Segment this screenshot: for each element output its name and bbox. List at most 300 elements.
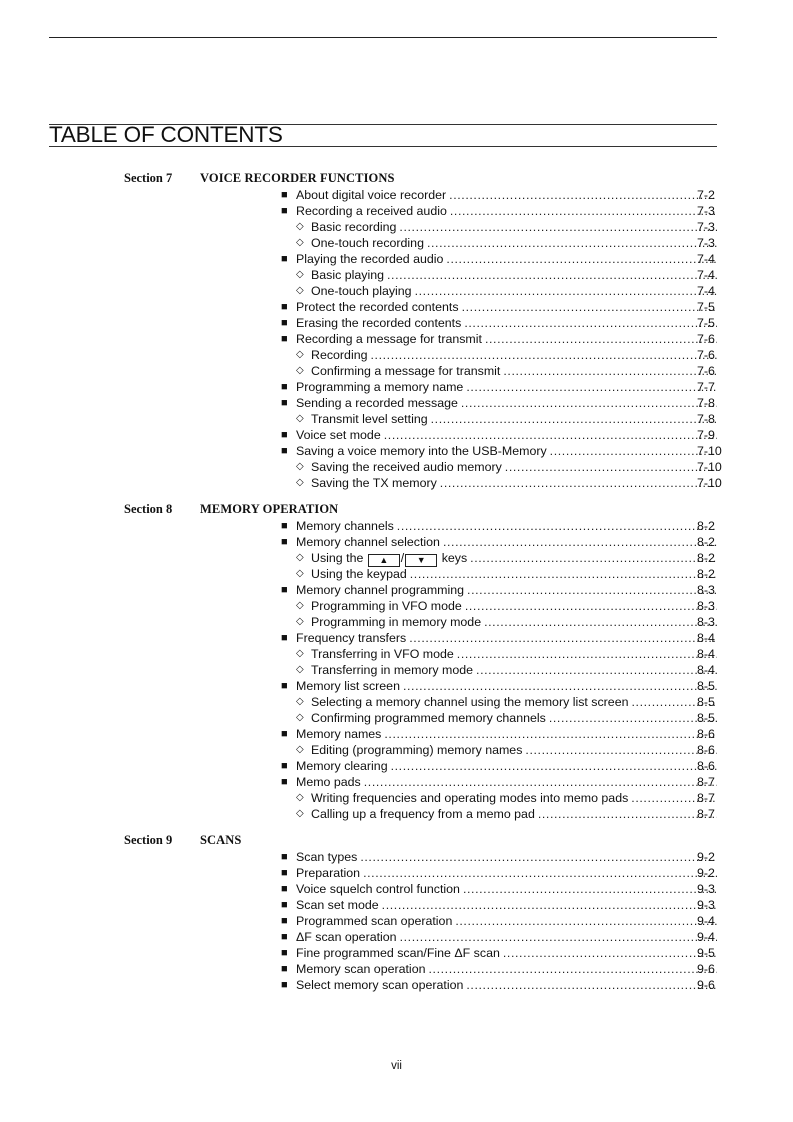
- toc-entry-page: 7-8: [697, 412, 715, 426]
- toc-entry-line: [296, 582, 717, 598]
- dot-leader: [484, 614, 717, 630]
- toc-entry-label: Programming a memory name: [296, 380, 464, 394]
- toc-entry-list: [0, 518, 793, 822]
- square-bullet-icon: ■: [281, 536, 288, 548]
- toc-entry-label: Protect the recorded contents: [296, 300, 459, 314]
- toc-entry-label: Confirming a message for transmit: [311, 364, 501, 378]
- toc-entry-page: 7-4: [697, 284, 715, 298]
- toc-entry[interactable]: [0, 267, 793, 283]
- toc-entry-label: Playing the recorded audio: [296, 252, 444, 266]
- dot-leader: [410, 566, 717, 582]
- toc-entry-line: [296, 961, 717, 977]
- diamond-bullet-icon: ◇: [296, 461, 304, 472]
- toc-entry[interactable]: [0, 865, 793, 881]
- dot-leader: [550, 443, 722, 459]
- toc-entry-line: [311, 790, 717, 806]
- toc-entry[interactable]: [0, 283, 793, 299]
- toc-entry[interactable]: [0, 235, 793, 251]
- toc-entry-label: Calling up a frequency from a memo pad: [311, 807, 535, 821]
- toc-entry[interactable]: [0, 646, 793, 662]
- toc-entry-line: [296, 630, 717, 646]
- square-bullet-icon: ■: [281, 776, 288, 788]
- toc-entry-line: [296, 534, 717, 550]
- toc-entry[interactable]: [0, 251, 793, 267]
- toc-entry-label: Programmed scan operation: [296, 914, 453, 928]
- dot-leader: [466, 977, 717, 993]
- toc-entry[interactable]: [0, 203, 793, 219]
- square-bullet-icon: ■: [281, 632, 288, 644]
- toc-entry-label: Transmit level setting: [311, 412, 428, 426]
- dot-leader: [461, 395, 717, 411]
- toc-entry-page: 9-2: [697, 850, 715, 864]
- toc-entry-label: Recording: [311, 348, 368, 362]
- toc-entry-page: 8-5: [697, 695, 715, 709]
- key-separator: /: [400, 551, 405, 565]
- toc-entry[interactable]: [0, 534, 793, 550]
- toc-entry[interactable]: [0, 929, 793, 945]
- toc-entry-line: [296, 299, 717, 315]
- toc-entry[interactable]: [0, 550, 793, 566]
- toc-entry-page: 7-4: [697, 252, 715, 266]
- header-rule: [49, 37, 717, 38]
- section-title: VOICE RECORDER FUNCTIONS: [200, 171, 395, 185]
- toc-entry-page: 8-7: [697, 775, 715, 789]
- toc-entry-page: 7-8: [697, 396, 715, 410]
- toc-entry[interactable]: [0, 459, 793, 475]
- dot-leader: [399, 219, 717, 235]
- square-bullet-icon: ■: [281, 429, 288, 441]
- toc-entry-page: 7-5: [697, 300, 715, 314]
- dot-leader: [467, 582, 717, 598]
- toc-entry-line: [296, 977, 717, 993]
- dot-leader: [382, 897, 717, 913]
- diamond-bullet-icon: ◇: [296, 221, 304, 232]
- toc-entry-line: [311, 475, 722, 491]
- diamond-bullet-icon: ◇: [296, 477, 304, 488]
- toc-entry-line: [311, 598, 717, 614]
- toc-entry-list: [0, 187, 793, 491]
- toc-entry-line: [311, 347, 717, 363]
- toc-entry-line: [296, 758, 717, 774]
- toc-entry-page: 7-6: [697, 332, 715, 346]
- toc-entry-line: [296, 395, 717, 411]
- toc-entry-line: [311, 267, 717, 283]
- diamond-bullet-icon: ◇: [296, 552, 304, 563]
- toc-entry-line: [296, 331, 717, 347]
- toc-entry[interactable]: [0, 758, 793, 774]
- toc-entry[interactable]: [0, 742, 793, 758]
- diamond-bullet-icon: ◇: [296, 712, 304, 723]
- toc-entry-label: Memory scan operation: [296, 962, 426, 976]
- dot-leader: [431, 411, 717, 427]
- toc-entry-label: Basic recording: [311, 220, 397, 234]
- toc-entry[interactable]: [0, 363, 793, 379]
- toc-entry-label: Transferring in VFO mode: [311, 647, 454, 661]
- dot-leader: [525, 742, 717, 758]
- toc-entry[interactable]: [0, 315, 793, 331]
- toc-entry-page: 9-4: [697, 930, 715, 944]
- dot-leader: [464, 315, 717, 331]
- diamond-bullet-icon: ◇: [296, 744, 304, 755]
- dot-leader: [449, 187, 717, 203]
- toc-entry-line: [296, 929, 717, 945]
- toc-entry[interactable]: [0, 187, 793, 203]
- toc-entry-page: 8-3: [697, 583, 715, 597]
- toc-entry-page: 8-5: [697, 711, 715, 725]
- toc-entry-label: Scan types: [296, 850, 358, 864]
- toc-entry-line: [296, 443, 722, 459]
- square-bullet-icon: ■: [281, 205, 288, 217]
- toc-entry-page: 8-6: [697, 727, 715, 741]
- title-rule-bottom: [49, 146, 717, 147]
- section-title: SCANS: [200, 833, 242, 847]
- toc-entry-label: Select memory scan operation: [296, 978, 464, 992]
- square-bullet-icon: ■: [281, 899, 288, 911]
- toc-entry[interactable]: [0, 913, 793, 929]
- toc-entry-line: [296, 945, 717, 961]
- toc-entry-page: 8-6: [697, 743, 715, 757]
- toc-entry-page: 7-2: [697, 188, 715, 202]
- toc-entry-page: 8-4: [697, 647, 715, 661]
- toc-entry-line: [311, 283, 717, 299]
- toc-entry-page: 8-4: [697, 663, 715, 677]
- toc-entry[interactable]: [0, 961, 793, 977]
- diamond-bullet-icon: ◇: [296, 808, 304, 819]
- toc-entry-page: 8-5: [697, 679, 715, 693]
- toc-entry-page: 7-10: [697, 476, 722, 490]
- toc-entry-page: 9-6: [697, 962, 715, 976]
- section-title: MEMORY OPERATION: [200, 502, 339, 516]
- toc-entry-page: 9-3: [697, 898, 715, 912]
- square-bullet-icon: ■: [281, 851, 288, 863]
- dot-leader: [455, 913, 717, 929]
- toc-entry-line: [296, 865, 717, 881]
- toc-entry-label: Using the ▲ / ▼ keys: [311, 551, 468, 565]
- toc-entry-label: Recording a message for transmit: [296, 332, 482, 346]
- dot-leader: [409, 630, 717, 646]
- dot-leader: [415, 283, 717, 299]
- toc-entry-label: Erasing the recorded contents: [296, 316, 462, 330]
- toc-entry[interactable]: [0, 411, 793, 427]
- toc-entry[interactable]: [0, 443, 793, 459]
- toc-entry-label: Memory names: [296, 727, 382, 741]
- toc-entry-page: 9-5: [697, 946, 715, 960]
- diamond-bullet-icon: ◇: [296, 600, 304, 611]
- toc-entry[interactable]: [0, 427, 793, 443]
- toc-section: [0, 502, 793, 822]
- toc-entry-line: [311, 662, 717, 678]
- diamond-bullet-icon: ◇: [296, 664, 304, 675]
- square-bullet-icon: ■: [281, 189, 288, 201]
- toc-section: [0, 833, 793, 993]
- toc-entry[interactable]: [0, 790, 793, 806]
- toc-entry-page: 8-3: [697, 615, 715, 629]
- toc-entry-label: One-touch recording: [311, 236, 424, 250]
- toc-entry[interactable]: [0, 726, 793, 742]
- toc-entry-label: Sending a recorded message: [296, 396, 458, 410]
- toc-entry-line: [296, 379, 717, 395]
- toc-entry-line: [296, 315, 717, 331]
- toc-entry-label: Saving the TX memory: [311, 476, 437, 490]
- toc-entry-label: Memory channel selection: [296, 535, 440, 549]
- toc-entry-line: [296, 427, 717, 443]
- section-heading: [0, 833, 793, 849]
- dot-leader: [450, 203, 717, 219]
- toc-entry[interactable]: [0, 347, 793, 363]
- square-bullet-icon: ■: [281, 680, 288, 692]
- toc-entry-label: One-touch playing: [311, 284, 412, 298]
- toc-entry[interactable]: [0, 582, 793, 598]
- toc-entry-line: [296, 913, 717, 929]
- section-heading: [0, 171, 793, 187]
- toc-entry[interactable]: [0, 897, 793, 913]
- dot-leader: [391, 758, 717, 774]
- toc-entry-list: [0, 849, 793, 993]
- toc-entry-label: Voice squelch control function: [296, 882, 460, 896]
- toc-entry-line: [311, 742, 717, 758]
- toc-entry-label: Confirming programmed memory channels: [311, 711, 546, 725]
- toc-entry-line: [296, 849, 717, 865]
- diamond-bullet-icon: ◇: [296, 792, 304, 803]
- dot-leader: [364, 774, 717, 790]
- toc-entry-page: 7-7: [697, 380, 715, 394]
- toc-entry[interactable]: [0, 881, 793, 897]
- toc-entry[interactable]: [0, 849, 793, 865]
- square-bullet-icon: ■: [281, 867, 288, 879]
- square-bullet-icon: ■: [281, 883, 288, 895]
- toc-entry[interactable]: [0, 331, 793, 347]
- dot-leader: [443, 534, 717, 550]
- dot-leader: [503, 363, 717, 379]
- toc-entry-line: [311, 459, 722, 475]
- dot-leader: [538, 806, 717, 822]
- page-title: TABLE OF CONTENTS: [49, 122, 283, 147]
- toc-entry-label: Writing frequencies and operating modes into memo pads: [311, 791, 629, 805]
- toc-entry-page: 9-2: [697, 866, 715, 880]
- toc-entry-label: Memory clearing: [296, 759, 388, 773]
- toc-entry-line: [311, 806, 717, 822]
- toc-entry-page: 7-6: [697, 364, 715, 378]
- diamond-bullet-icon: ◇: [296, 365, 304, 376]
- toc-entry-label: Memory channel programming: [296, 583, 465, 597]
- toc-entry-label: Using the keypad: [311, 567, 407, 581]
- toc-entry[interactable]: [0, 475, 793, 491]
- diamond-bullet-icon: ◇: [296, 696, 304, 707]
- toc-entry-line: [296, 774, 717, 790]
- toc-entry-page: 7-5: [697, 316, 715, 330]
- toc-entry-label: Basic playing: [311, 268, 385, 282]
- toc-entry-page: 7-9: [697, 428, 715, 442]
- diamond-bullet-icon: ◇: [296, 285, 304, 296]
- toc-entry-line: [296, 726, 717, 742]
- toc-entry[interactable]: [0, 662, 793, 678]
- dot-leader: [427, 235, 717, 251]
- toc-section: [0, 171, 793, 491]
- dot-leader: [485, 331, 717, 347]
- section-number: Section 8: [124, 502, 173, 516]
- dot-leader: [446, 251, 717, 267]
- toc-entry-page: 7-3: [697, 220, 715, 234]
- toc-entry-label: About digital voice recorder: [296, 188, 447, 202]
- section-number: Section 7: [124, 171, 173, 185]
- dot-leader: [387, 267, 717, 283]
- toc-entry-line: [296, 251, 717, 267]
- square-bullet-icon: ■: [281, 760, 288, 772]
- toc-entry-line: [296, 881, 717, 897]
- diamond-bullet-icon: ◇: [296, 648, 304, 659]
- square-bullet-icon: ■: [281, 445, 288, 457]
- toc-entry-label: Programming in memory mode: [311, 615, 482, 629]
- dot-leader: [463, 881, 717, 897]
- square-bullet-icon: ■: [281, 333, 288, 345]
- toc-entry[interactable]: [0, 977, 793, 993]
- toc-entry-line: [311, 219, 717, 235]
- toc-entry-page: 8-7: [697, 807, 715, 821]
- toc-entry-label: Memory list screen: [296, 679, 400, 693]
- toc-entry-label: Recording a received audio: [296, 204, 447, 218]
- dot-leader: [462, 299, 717, 315]
- up-arrow-key-icon: ▲: [368, 554, 400, 567]
- toc-entry[interactable]: [0, 630, 793, 646]
- dot-leader: [470, 550, 717, 567]
- square-bullet-icon: ■: [281, 728, 288, 740]
- toc-entry-label: Saving a voice memory into the USB-Memory: [296, 444, 547, 458]
- toc-entry-label: Preparation: [296, 866, 361, 880]
- toc-entry[interactable]: [0, 614, 793, 630]
- toc-entry[interactable]: [0, 219, 793, 235]
- dot-leader: [384, 726, 717, 742]
- toc-entry-label: Memory channels: [296, 519, 394, 533]
- toc-entry-line: [311, 363, 717, 379]
- toc-entry-line: [311, 614, 717, 630]
- dot-leader: [476, 662, 717, 678]
- section-number: Section 9: [124, 833, 173, 847]
- square-bullet-icon: ■: [281, 584, 288, 596]
- toc-entry[interactable]: [0, 518, 793, 534]
- diamond-bullet-icon: ◇: [296, 349, 304, 360]
- toc-entry-line: [311, 550, 717, 567]
- toc-entry-page: 8-7: [697, 791, 715, 805]
- toc-entry-page: 7-10: [697, 444, 722, 458]
- toc-entry-label: Voice set mode: [296, 428, 381, 442]
- toc-entry[interactable]: [0, 806, 793, 822]
- toc-entry[interactable]: [0, 395, 793, 411]
- square-bullet-icon: ■: [281, 931, 288, 943]
- square-bullet-icon: ■: [281, 915, 288, 927]
- toc-entry-label: ΔF scan operation: [296, 930, 397, 944]
- toc-entry-page: 9-3: [697, 882, 715, 896]
- toc-entry-line: [311, 566, 717, 582]
- toc-entry[interactable]: [0, 694, 793, 710]
- toc-entry-page: 7-10: [697, 460, 722, 474]
- toc-entry-line: [311, 411, 717, 427]
- dot-leader: [503, 945, 717, 961]
- diamond-bullet-icon: ◇: [296, 413, 304, 424]
- toc-entry-label: Fine programmed scan/Fine ΔF scan: [296, 946, 500, 960]
- toc-entry-page: 8-6: [697, 759, 715, 773]
- toc-entry-label: Editing (programming) memory names: [311, 743, 523, 757]
- dot-leader: [360, 849, 717, 865]
- dot-leader: [440, 475, 722, 491]
- toc-entry-line: [296, 203, 717, 219]
- square-bullet-icon: ■: [281, 381, 288, 393]
- toc-entry[interactable]: [0, 566, 793, 582]
- toc-entry-line: [311, 694, 717, 710]
- section-heading: [0, 502, 793, 518]
- square-bullet-icon: ■: [281, 397, 288, 409]
- toc-entry-page: 8-2: [697, 535, 715, 549]
- toc-entry-page: 8-4: [697, 631, 715, 645]
- square-bullet-icon: ■: [281, 963, 288, 975]
- toc-entry-page: 8-2: [697, 567, 715, 581]
- toc-entry[interactable]: [0, 945, 793, 961]
- diamond-bullet-icon: ◇: [296, 237, 304, 248]
- toc-entry-label: Scan set mode: [296, 898, 379, 912]
- down-arrow-key-icon: ▼: [405, 554, 437, 567]
- toc-entry[interactable]: [0, 598, 793, 614]
- dot-leader: [397, 518, 717, 534]
- square-bullet-icon: ■: [281, 947, 288, 959]
- dot-leader: [400, 929, 717, 945]
- toc-entry-page: 9-4: [697, 914, 715, 928]
- square-bullet-icon: ■: [281, 301, 288, 313]
- toc-entry-label: Programming in VFO mode: [311, 599, 462, 613]
- toc-entry[interactable]: [0, 678, 793, 694]
- toc-entry-line: [296, 678, 717, 694]
- toc-entry-page: 8-2: [697, 519, 715, 533]
- toc-entry-line: [311, 235, 717, 251]
- square-bullet-icon: ■: [281, 520, 288, 532]
- diamond-bullet-icon: ◇: [296, 269, 304, 280]
- dot-leader: [549, 710, 717, 726]
- dot-leader: [370, 347, 717, 363]
- toc-entry-line: [311, 710, 717, 726]
- toc-entry[interactable]: [0, 710, 793, 726]
- toc-entry-line: [296, 518, 717, 534]
- toc-entry-page: 8-3: [697, 599, 715, 613]
- toc-entry-page: 9-6: [697, 978, 715, 992]
- toc-entry-label: Memo pads: [296, 775, 361, 789]
- toc-entry[interactable]: [0, 299, 793, 315]
- toc-entry-page: 7-6: [697, 348, 715, 362]
- dot-leader: [457, 646, 717, 662]
- toc-entry-label: Selecting a memory channel using the memory list screen: [311, 695, 629, 709]
- dot-leader: [428, 961, 717, 977]
- diamond-bullet-icon: ◇: [296, 616, 304, 627]
- toc-entry-label: Saving the received audio memory: [311, 460, 502, 474]
- toc-entry-page: 7-3: [697, 236, 715, 250]
- diamond-bullet-icon: ◇: [296, 568, 304, 579]
- page-number: vii: [391, 1060, 402, 1072]
- dot-leader: [363, 865, 717, 881]
- toc-entry-page: 8-2: [697, 551, 715, 565]
- dot-leader: [384, 427, 717, 443]
- toc-entry-line: [296, 187, 717, 203]
- dot-leader: [505, 459, 722, 475]
- toc-entry-line: [311, 646, 717, 662]
- toc-entry-label: Transferring in memory mode: [311, 663, 474, 677]
- toc-entry[interactable]: [0, 379, 793, 395]
- square-bullet-icon: ■: [281, 979, 288, 991]
- toc-entry-line: [296, 897, 717, 913]
- toc-entry-page: 7-4: [697, 268, 715, 282]
- toc-entry-page: 7-3: [697, 204, 715, 218]
- dot-leader: [465, 598, 717, 614]
- toc-entry[interactable]: [0, 774, 793, 790]
- square-bullet-icon: ■: [281, 253, 288, 265]
- toc-entry-label: Frequency transfers: [296, 631, 407, 645]
- square-bullet-icon: ■: [281, 317, 288, 329]
